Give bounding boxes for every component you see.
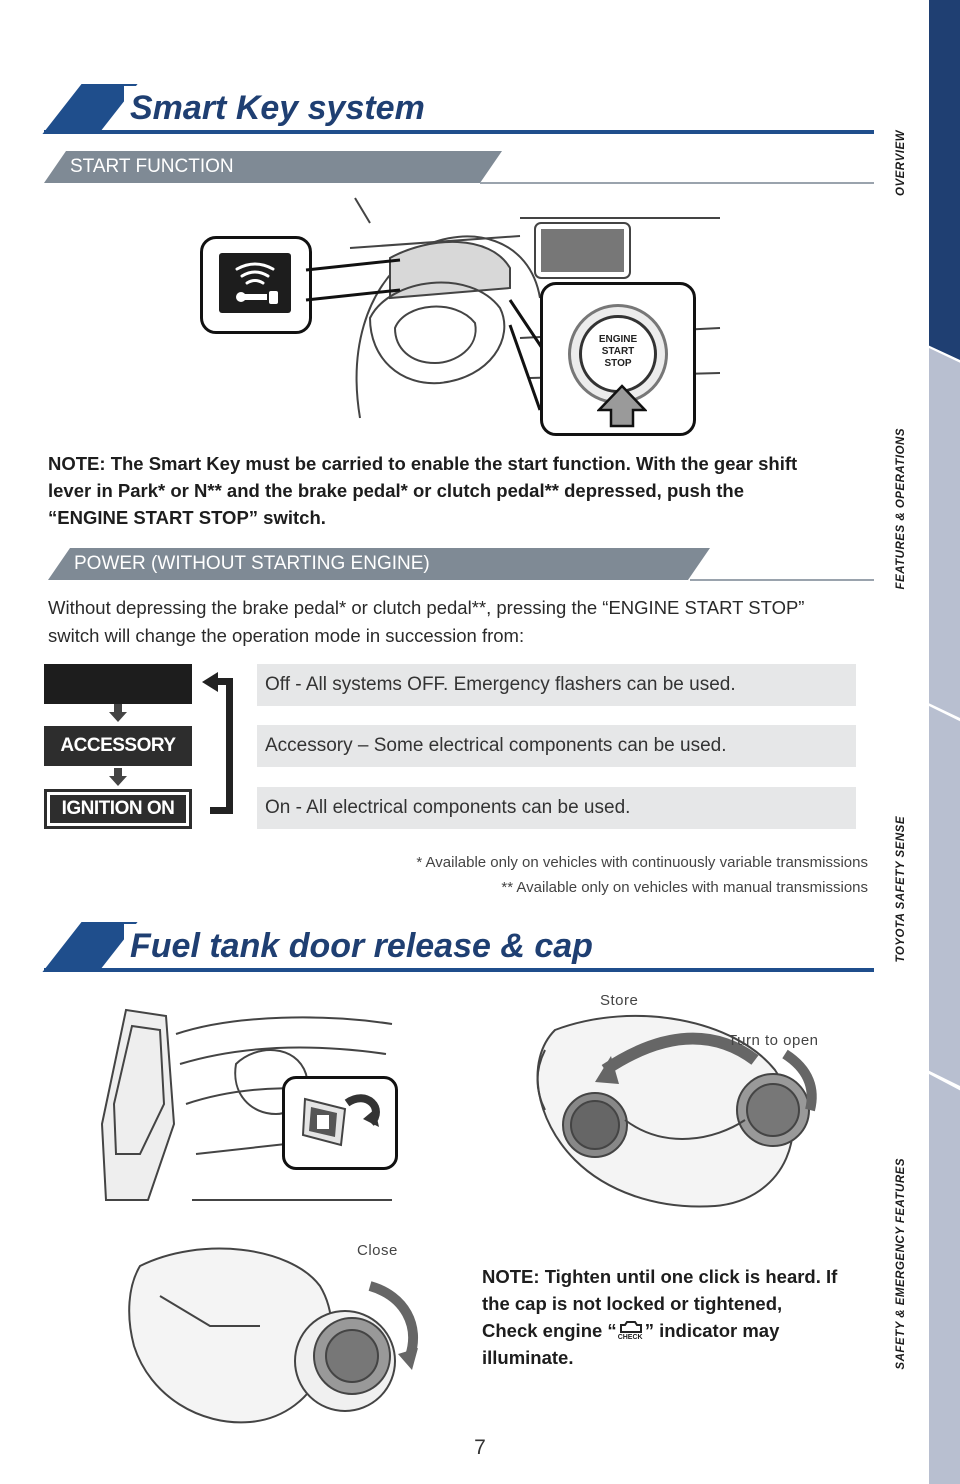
subheading-rule: [690, 579, 874, 581]
subheading-power: POWER (WITHOUT STARTING ENGINE): [74, 553, 430, 574]
fuel-note-text-after: ” indicator may illuminate.: [482, 1320, 780, 1368]
mode-off-box: [44, 664, 192, 704]
fuel-door-lever-icon: [285, 1079, 395, 1167]
footnote-manual: ** Available only on vehicles with manual transmissions: [501, 879, 868, 896]
tab-features-operations[interactable]: [929, 348, 960, 718]
label-store: Store: [600, 992, 639, 1009]
check-engine-icon: [617, 1321, 645, 1343]
check-engine-label: CHECK: [617, 1334, 643, 1342]
section-title-smart-key: Smart Key system: [124, 86, 439, 130]
label-close: Close: [357, 1242, 398, 1259]
footnote-cvt: * Available only on vehicles with continuously variable transmissions: [416, 854, 868, 871]
mode-ignition-description: On - All electrical components can be used.: [257, 787, 856, 829]
fuel-release-callout: [282, 1076, 398, 1170]
start-function-note: NOTE: The Smart Key must be carried to enable the start function. With the gear shift lever in Park* or N** and the brake pedal* or clutch pedal** depressed, push the “ENGINE START STOP” switch.: [48, 453, 798, 528]
fuel-cap-note: [482, 1263, 842, 1371]
tab-overview[interactable]: [929, 0, 960, 360]
button-text-stop: STOP: [604, 358, 632, 369]
fuel-cap-close-illustration: [120, 1236, 440, 1426]
subheading-rule: [480, 182, 874, 184]
button-text-engine: ENGINE: [598, 334, 638, 345]
section-title-fuel: Fuel tank door release & cap: [124, 924, 607, 968]
button-text-start: START: [601, 346, 635, 357]
press-arrow-icon: [597, 384, 647, 428]
tab-label-overview: OVERVIEW: [895, 130, 907, 196]
mode-accessory-box: ACCESSORY: [44, 726, 192, 766]
tab-toyota-safety-sense[interactable]: [929, 706, 960, 1086]
fuel-note-text-before: NOTE: Tighten until one click is heard. If the cap is not locked or tightened, Check engine “: [482, 1266, 838, 1341]
tab-safety-emergency[interactable]: [929, 1074, 960, 1484]
mode-arrows: [108, 702, 128, 792]
section-rule: [44, 130, 874, 134]
tab-label-tss: TOYOTA SAFETY SENSE: [895, 816, 907, 963]
tab-label-safety: SAFETY & EMERGENCY FEATURES: [895, 1158, 907, 1370]
tab-label-features: FEATURES & OPERATIONS: [895, 428, 907, 590]
mode-off-description: Off - All systems OFF. Emergency flashers can be used.: [257, 664, 856, 706]
label-turn-to-open: Turn to open: [728, 1032, 819, 1049]
power-intro: Without depressing the brake pedal* or clutch pedal**, pressing the “ENGINE START STOP” switch will change the operation mode in succession from:: [48, 597, 805, 646]
cycle-bracket-icon: [198, 670, 242, 820]
mode-ignition-box: IGNITION ON: [44, 789, 192, 829]
section-rule: [44, 968, 874, 972]
smart-key-indicator-icon: [219, 253, 291, 313]
subheading-start-function: START FUNCTION: [70, 156, 234, 177]
page-number: 7: [474, 1436, 486, 1459]
mode-accessory-description: Accessory – Some electrical components can be used.: [257, 725, 856, 767]
